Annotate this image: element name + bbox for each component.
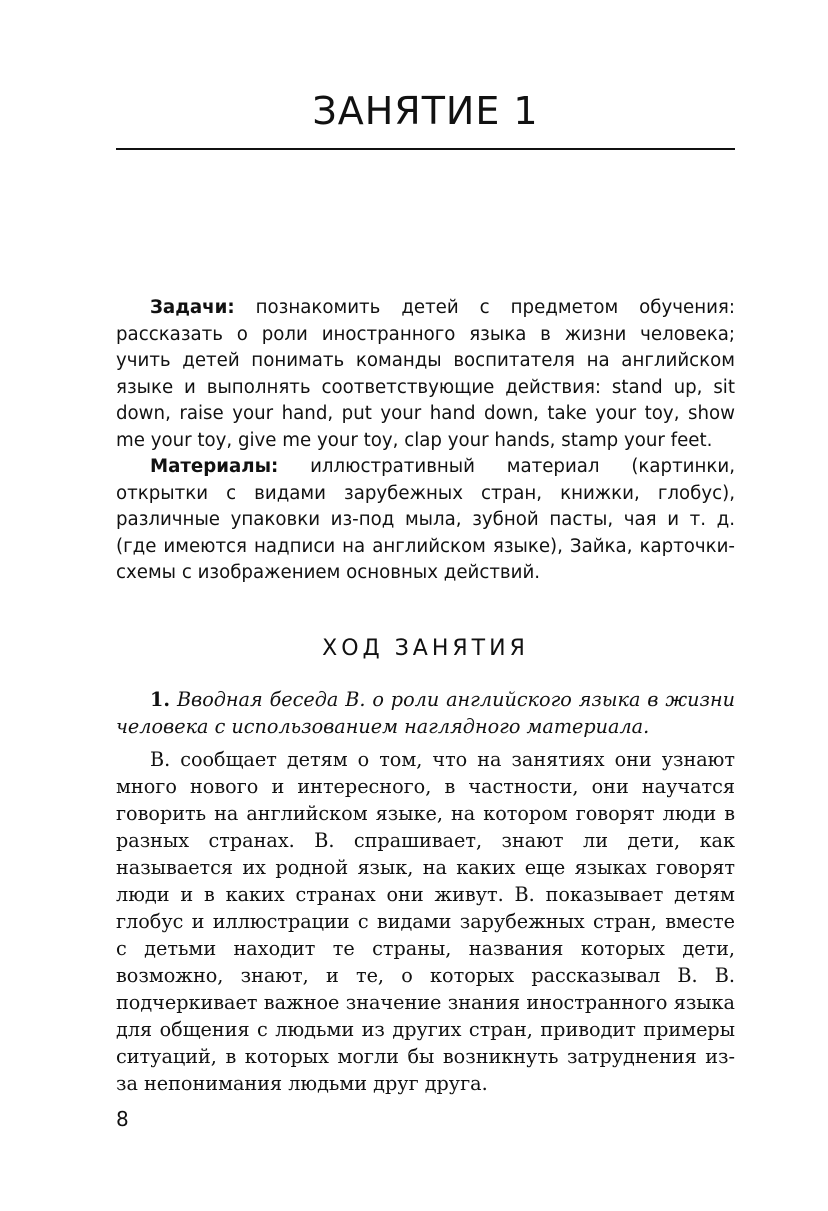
tasks-label: Задачи: (150, 297, 235, 318)
step-number: 1. (150, 688, 171, 711)
materials-text: иллюстративный материал (картинки, открытки с видами зарубежных стран, книжки, глобус), различные упаковки из-под мыла, зубной пасты, чая и т. д. (где имеются надписи на английском языке), Зайка, карточки-схемы с изображением основных действий. (116, 456, 735, 583)
page-title: ЗАНЯТИЕ 1 (312, 89, 539, 133)
lesson-intro (116, 295, 735, 587)
materials-paragraph (116, 454, 735, 587)
lesson-body (116, 686, 735, 1097)
section-heading: ХОД ЗАНЯТИЯ (322, 636, 529, 661)
step-paragraph (116, 686, 735, 740)
tasks-paragraph (116, 295, 735, 454)
tasks-text: познакомить детей с предметом обучения: рассказать о роли иностранного языка в жизни человека; учить детей понимать команды воспитателя на английском языке и выполнять соответствующие действия: stand up, sit down, raise your hand, put your hand down, take your toy, show me your toy, give me your toy, clap your hands, stamp your feet. (116, 297, 735, 451)
step-text: Вводная беседа В. о роли английского языка в жизни человека с использованием наглядного материала. (116, 688, 735, 738)
title-divider (116, 148, 735, 150)
body-paragraph: В. сообщает детям о том, что на занятиях они узнают много нового и интересного, в частности, они научатся говорить на английском языке, на котором говорят люди в разных странах. В. спрашивает, знают ли дети, как называется их родной язык, на каких еще языках говорят люди и в каких странах они живут. В. показывает детям глобус и иллюстрации с видами зарубежных стран, вместе с детьми находит те страны, названия которых дети, возможно, знают, и те, о которых рассказывал В. В. подчеркивает важное значение знания иностранного языка для общения с людьми из других стран, приводит примеры ситуаций, в которых могли бы возникнуть затруднения из-за непонимания людьми друг друга. (116, 748, 735, 1095)
page-number: 8 (116, 1107, 129, 1131)
materials-label: Материалы: (150, 456, 279, 477)
